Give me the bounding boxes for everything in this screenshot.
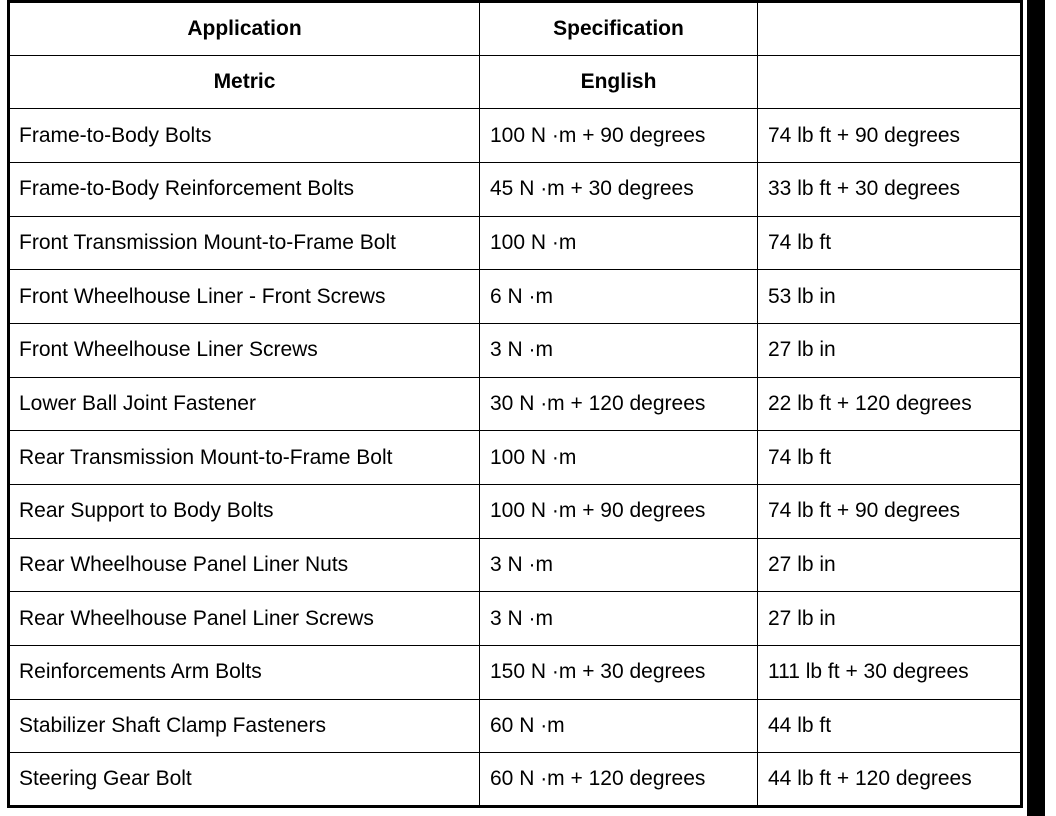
english-value-cell: 33 lb ft + 30 degrees (758, 162, 1022, 216)
english-value-cell: 44 lb ft (758, 699, 1022, 753)
metric-value-cell: 3 N ·m (480, 592, 758, 646)
table-row (9, 592, 1022, 646)
metric-value-cell: 3 N ·m (480, 323, 758, 377)
english-value-cell: 27 lb in (758, 538, 1022, 592)
table-row (9, 109, 1022, 163)
metric-value-cell: 60 N ·m (480, 699, 758, 753)
metric-value-cell: 100 N ·m (480, 216, 758, 270)
english-value-cell: 111 lb ft + 30 degrees (758, 645, 1022, 699)
metric-value-cell: 45 N ·m + 30 degrees (480, 162, 758, 216)
application-cell: Rear Support to Body Bolts (9, 484, 480, 538)
english-value-cell: 53 lb in (758, 270, 1022, 324)
metric-value-cell: 100 N ·m (480, 431, 758, 485)
english-value-cell: 74 lb ft + 90 degrees (758, 484, 1022, 538)
application-cell: Front Wheelhouse Liner Screws (9, 323, 480, 377)
application-cell: Stabilizer Shaft Clamp Fasteners (9, 699, 480, 753)
metric-value-cell: 30 N ·m + 120 degrees (480, 377, 758, 431)
metric-value-cell: 3 N ·m (480, 538, 758, 592)
table-row (9, 538, 1022, 592)
table-body (9, 2, 1022, 807)
metric-value-cell: 100 N ·m + 90 degrees (480, 484, 758, 538)
metric-value-cell: 6 N ·m (480, 270, 758, 324)
table-row (9, 162, 1022, 216)
english-value-cell: 27 lb in (758, 323, 1022, 377)
application-cell: Frame-to-Body Reinforcement Bolts (9, 162, 480, 216)
english-value-cell: 22 lb ft + 120 degrees (758, 377, 1022, 431)
header-cell-application: Application (9, 2, 480, 56)
application-cell: Reinforcements Arm Bolts (9, 645, 480, 699)
english-value-cell: 74 lb ft (758, 216, 1022, 270)
english-value-cell: 74 lb ft + 90 degrees (758, 109, 1022, 163)
table-row (9, 216, 1022, 270)
header-row-2 (9, 55, 1022, 109)
header-cell-empty (758, 55, 1022, 109)
metric-value-cell: 150 N ·m + 30 degrees (480, 645, 758, 699)
application-cell: Lower Ball Joint Fastener (9, 377, 480, 431)
table-row (9, 431, 1022, 485)
header-cell-metric: Metric (9, 55, 480, 109)
application-cell: Rear Wheelhouse Panel Liner Screws (9, 592, 480, 646)
header-cell-empty (758, 2, 1022, 56)
header-cell-english: English (480, 55, 758, 109)
header-row-1 (9, 2, 1022, 56)
metric-value-cell: 100 N ·m + 90 degrees (480, 109, 758, 163)
english-value-cell: 27 lb in (758, 592, 1022, 646)
table-row (9, 753, 1022, 807)
torque-specification-table (7, 0, 1023, 808)
application-cell: Front Wheelhouse Liner - Front Screws (9, 270, 480, 324)
application-cell: Rear Transmission Mount-to-Frame Bolt (9, 431, 480, 485)
table-row (9, 484, 1022, 538)
english-value-cell: 74 lb ft (758, 431, 1022, 485)
application-cell: Front Transmission Mount-to-Frame Bolt (9, 216, 480, 270)
table-row (9, 270, 1022, 324)
english-value-cell: 44 lb ft + 120 degrees (758, 753, 1022, 807)
header-cell-specification: Specification (480, 2, 758, 56)
application-cell: Frame-to-Body Bolts (9, 109, 480, 163)
table-row (9, 699, 1022, 753)
table-row (9, 323, 1022, 377)
application-cell: Steering Gear Bolt (9, 753, 480, 807)
table-row (9, 377, 1022, 431)
application-cell: Rear Wheelhouse Panel Liner Nuts (9, 538, 480, 592)
metric-value-cell: 60 N ·m + 120 degrees (480, 753, 758, 807)
right-edge-bar (1027, 0, 1045, 816)
table-row (9, 645, 1022, 699)
